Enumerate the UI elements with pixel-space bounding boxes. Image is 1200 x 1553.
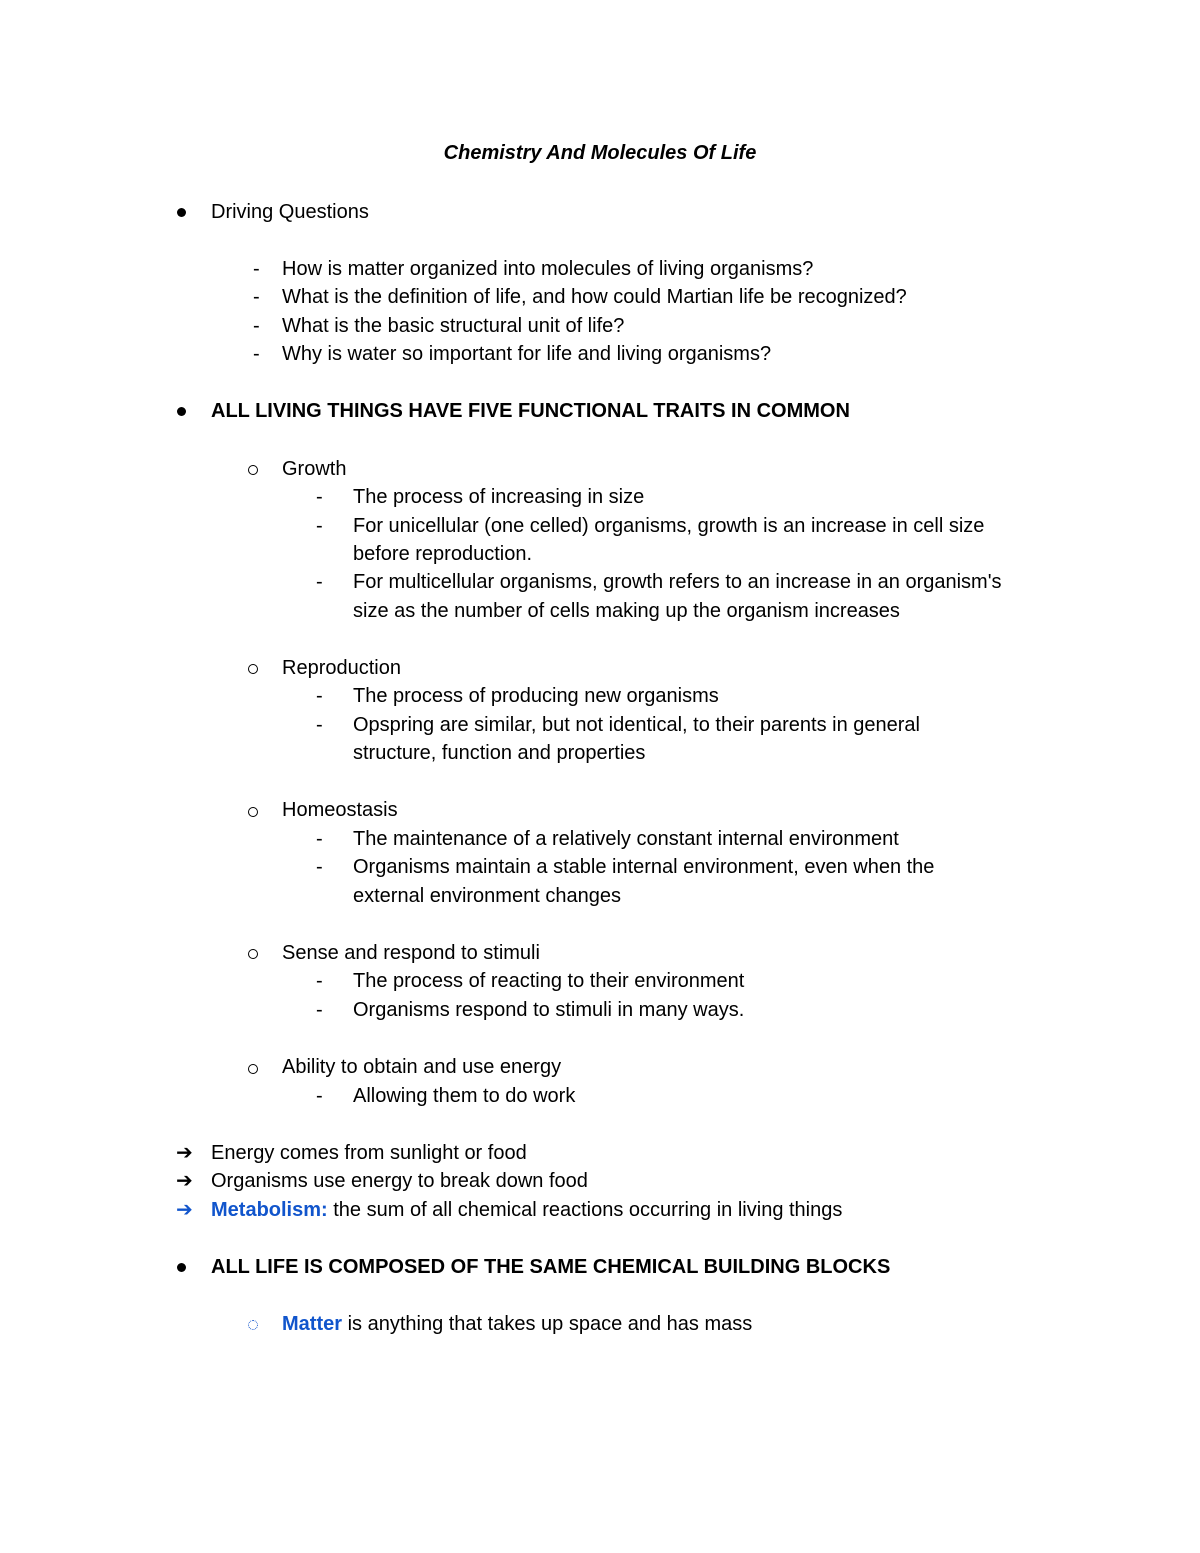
dash-marker: -: [316, 1085, 323, 1107]
matter-term: Matter: [282, 1313, 343, 1335]
arrow-right-icon: ➔: [176, 1142, 193, 1164]
dash-marker: -: [253, 286, 260, 308]
dash-marker: -: [316, 999, 323, 1021]
matter-definition: is anything that takes up space and has mass: [342, 1313, 753, 1335]
question-item: What is the definition of life, and how could Martian life be recognized?: [282, 286, 907, 308]
trait-detail-cont: external environment changes: [353, 885, 621, 907]
trait-detail: The process of increasing in size: [353, 486, 645, 508]
trait-detail: Opspring are similar, but not identical, to their parents in general: [353, 714, 920, 736]
dash-marker: -: [316, 685, 323, 707]
trait-growth-label: Growth: [282, 458, 347, 480]
trait-detail: Organisms maintain a stable internal environment, even when the: [353, 856, 935, 878]
trait-detail: For unicellular (one celled) organisms, growth is an increase in cell size: [353, 515, 985, 537]
dash-marker: -: [253, 343, 260, 365]
bullet-circle-icon: [248, 949, 258, 959]
question-item: How is matter organized into molecules of living organisms?: [282, 258, 814, 280]
dash-marker: -: [316, 515, 323, 537]
trait-energy-label: Ability to obtain and use energy: [282, 1056, 562, 1078]
question-item: Why is water so important for life and living organisms?: [282, 343, 772, 365]
dash-marker: -: [253, 258, 260, 280]
dash-marker: -: [316, 571, 323, 593]
arrow-item: Energy comes from sunlight or food: [211, 1142, 527, 1164]
trait-homeostasis-label: Homeostasis: [282, 799, 398, 821]
page-title: Chemistry And Molecules Of Life: [443, 142, 757, 164]
bullet-dot-icon: [177, 1263, 186, 1272]
dash-marker: -: [316, 714, 323, 736]
trait-detail: For multicellular organisms, growth refers to an increase in an organism's: [353, 571, 1002, 593]
dash-marker: -: [316, 970, 323, 992]
trait-detail: Allowing them to do work: [353, 1085, 576, 1107]
metabolism-definition: the sum of all chemical reactions occurring in living things: [327, 1199, 843, 1221]
trait-reproduction-label: Reproduction: [282, 657, 401, 679]
driving-questions-heading: Driving Questions: [211, 201, 369, 223]
trait-detail: The process of producing new organisms: [353, 685, 719, 707]
matter-item: [282, 1312, 752, 1336]
bullet-circle-icon: [248, 1064, 258, 1074]
trait-detail-cont: structure, function and properties: [353, 742, 646, 764]
arrow-right-icon: ➔: [176, 1199, 193, 1221]
question-item: What is the basic structural unit of life?: [282, 315, 625, 337]
bullet-circle-icon: [248, 807, 258, 817]
bullet-circle-icon: [248, 664, 258, 674]
trait-detail: The process of reacting to their environment: [353, 970, 745, 992]
trait-detail: The maintenance of a relatively constant internal environment: [353, 828, 899, 850]
dash-marker: -: [316, 486, 323, 508]
trait-detail-cont: size as the number of cells making up the organism increases: [353, 600, 900, 622]
building-blocks-heading: ALL LIFE IS COMPOSED OF THE SAME CHEMICAL BUILDING BLOCKS: [211, 1256, 891, 1278]
bullet-circle-icon: [248, 465, 258, 475]
trait-detail-cont: before reproduction.: [353, 543, 533, 565]
metabolism-term: Metabolism:: [211, 1199, 328, 1221]
arrow-item-metabolism: [211, 1198, 842, 1222]
trait-detail: Organisms respond to stimuli in many ways.: [353, 999, 745, 1021]
dash-marker: -: [253, 315, 260, 337]
bullet-dot-icon: [177, 208, 186, 217]
dash-marker: -: [316, 828, 323, 850]
bullet-dot-icon: [177, 407, 186, 416]
trait-stimuli-label: Sense and respond to stimuli: [282, 942, 540, 964]
traits-heading: ALL LIVING THINGS HAVE FIVE FUNCTIONAL TRAITS IN COMMON: [211, 400, 850, 422]
arrow-right-icon: ➔: [176, 1170, 193, 1192]
bullet-dotted-circle-icon: [248, 1320, 258, 1330]
arrow-item: Organisms use energy to break down food: [211, 1170, 588, 1192]
dash-marker: -: [316, 856, 323, 878]
